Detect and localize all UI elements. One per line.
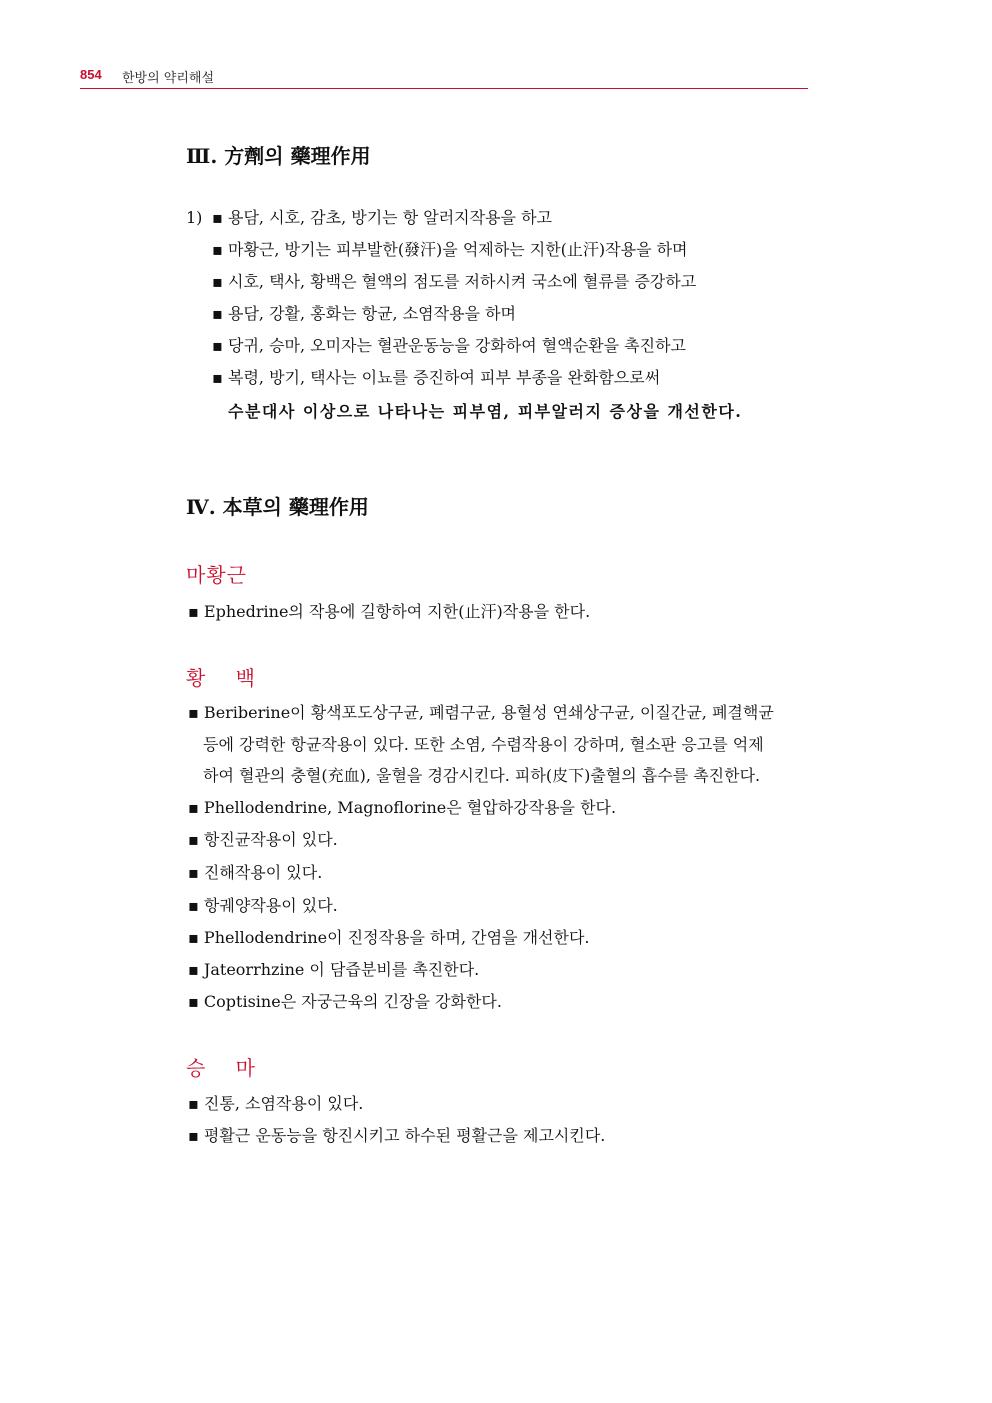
herb-line: ▪ 평활근 운동능을 항진시키고 하수된 평활근을 제고시킨다.: [188, 1126, 606, 1145]
herb-line: ▪ Phellodendrine이 진정작용을 하며, 간염을 개선한다.: [188, 928, 590, 947]
herb-line: ▪ Beriberine이 황색포도상구균, 폐렴구균, 용혈성 연쇄상구균, 이질간균, 폐결핵균: [188, 703, 774, 722]
herb-line: 등에 강력한 항균작용이 있다. 또한 소염, 수렴작용이 강하며, 혈소판 응고를 억제: [203, 735, 764, 754]
section-3-line: ▪ 시호, 택사, 황백은 혈액의 점도를 저하시켜 국소에 혈류를 증강하고: [212, 272, 697, 291]
section-4-heading: Ⅳ. 本草의 藥理作用: [186, 495, 369, 519]
bullet-icon: ▪: [212, 336, 223, 355]
item-number: 1): [186, 208, 203, 227]
section-3-conclusion: 수분대사 이상으로 나타나는 피부염, 피부알러지 증상을 개선한다.: [228, 402, 743, 421]
herb-line: ▪ Ephedrine의 작용에 길항하여 지한(止汗)작용을 한다.: [188, 602, 591, 621]
running-header: [80, 66, 808, 89]
section-3-line: ▪ 용담, 강활, 홍화는 항균, 소염작용을 하며: [212, 304, 516, 323]
herb-line: ▪ 진통, 소염작용이 있다.: [188, 1094, 364, 1113]
herb-line: ▪ 항진균작용이 있다.: [188, 830, 338, 849]
bullet-icon: ▪: [212, 304, 223, 323]
herb-line: ▪ 항궤양작용이 있다.: [188, 896, 338, 915]
herb-line: ▪ 진해작용이 있다.: [188, 863, 323, 882]
book-title: 한방의 약리해설: [122, 71, 215, 86]
section-3-line: ▪ 복령, 방기, 택사는 이뇨를 증진하여 피부 부종을 완화함으로써: [212, 368, 661, 387]
herb-line: ▪ Coptisine은 자궁근육의 긴장을 강화한다.: [188, 992, 502, 1011]
section-3-heading: Ⅲ. 方劑의 藥理作用: [186, 144, 371, 168]
bullet-icon: ▪: [212, 272, 223, 291]
herb-line: ▪ Jateorrhzine 이 담즙분비를 촉진한다.: [188, 960, 480, 979]
bullet-icon: ▪: [212, 240, 223, 259]
herb-line: 하여 혈관의 충혈(充血), 울혈을 경감시킨다. 피하(皮下)출혈의 흡수를 촉진한다.: [203, 766, 761, 785]
section-3-line: ▪ 마황근, 방기는 피부발한(發汗)을 억제하는 지한(止汗)작용을 하며: [212, 240, 688, 259]
bullet-icon: ▪: [212, 368, 223, 387]
herb-line: ▪ Phellodendrine, Magnoflorine은 혈압하강작용을 한다.: [188, 798, 617, 817]
section-3-line: ▪ 용담, 시호, 감초, 방기는 항 알러지작용을 하고: [212, 208, 552, 227]
herb-heading-seungma: 승 마: [186, 1056, 267, 1080]
section-3-line: ▪ 당귀, 승마, 오미자는 혈관운동능을 강화하여 혈액순환을 촉진하고: [212, 336, 687, 355]
herb-heading-mahwanggeun: 마황근: [186, 563, 247, 587]
page-number: 854: [80, 67, 102, 82]
herb-heading-hwangbaek: 황 백: [186, 666, 267, 690]
bullet-icon: ▪: [212, 208, 223, 227]
